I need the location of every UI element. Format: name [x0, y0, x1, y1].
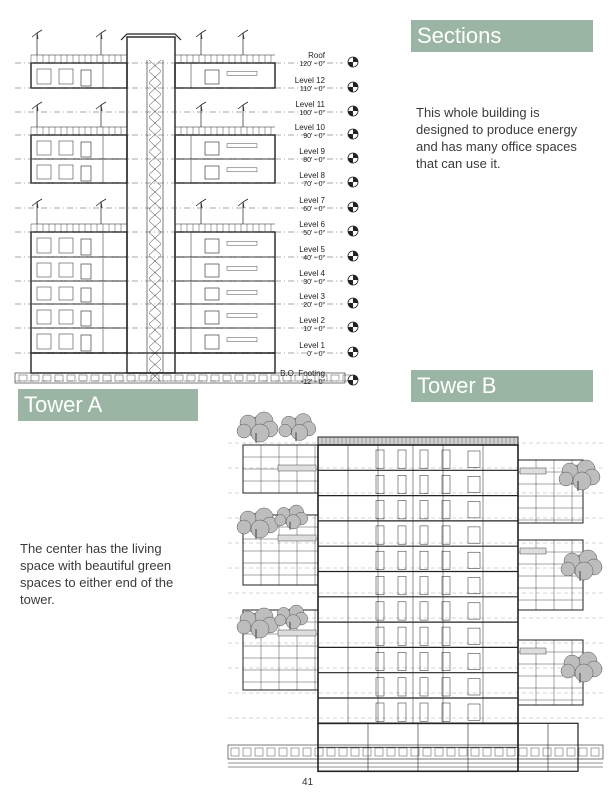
level-marker-icon	[348, 129, 358, 139]
tree-icon	[279, 414, 316, 442]
tower-description: The center has the living space with beautiful green spaces to either end of the tower.	[20, 541, 174, 607]
sections-heading: Sections	[417, 23, 502, 48]
level-elevation: 120' - 0"	[299, 61, 325, 68]
level-name: Roof	[308, 51, 325, 60]
level-elevation: 50' - 0"	[303, 230, 325, 237]
level-marker-icon	[348, 347, 358, 357]
level-name: Level 12	[294, 76, 325, 85]
level-name: Level 3	[299, 292, 325, 301]
level-name: Level 1	[299, 341, 325, 350]
level-marker-icon	[348, 322, 358, 332]
level-name: Level 10	[294, 123, 325, 132]
level-marker-icon	[348, 202, 358, 212]
tower-b-heading: Tower B	[417, 373, 497, 398]
level-name: Level 6	[299, 220, 325, 229]
level-name: Level 7	[299, 196, 325, 205]
level-marker-icon	[348, 251, 358, 261]
tower-b-section-drawing	[228, 405, 603, 775]
tree-icon	[275, 505, 308, 530]
tree-icon	[237, 412, 278, 443]
level-elevation: 110' - 0"	[299, 86, 325, 93]
tower-a-heading: Tower A	[24, 392, 103, 417]
level-elevation: 10' - 0"	[303, 326, 325, 333]
level-marker-icon	[348, 226, 358, 236]
level-elevation: 20' - 0"	[303, 302, 325, 309]
level-name: Level 9	[299, 147, 325, 156]
level-name: Level 2	[299, 316, 325, 325]
level-name: Level 8	[299, 171, 325, 180]
level-elevation: 100' - 0"	[299, 110, 325, 117]
level-marker-icon	[348, 275, 358, 285]
level-name: Level 4	[299, 269, 325, 278]
level-elevation: 30' - 0"	[303, 279, 325, 286]
sections-description: This whole building is designed to produce energy and has many office spaces that can use it.	[416, 105, 578, 171]
level-name: Level 11	[295, 100, 325, 109]
level-marker-icon	[348, 298, 358, 308]
level-elevation: 80' - 0"	[303, 157, 325, 164]
tower-a-section-drawing	[15, 20, 385, 390]
level-elevation: 90' - 0"	[303, 133, 325, 140]
level-marker-icon	[348, 82, 358, 92]
tree-icon	[559, 460, 600, 491]
level-elevation: 0' - 0"	[307, 351, 325, 358]
level-elevation: -12' - 0"	[300, 379, 325, 386]
level-marker-icon	[348, 57, 358, 67]
level-name: B.O. Footing	[280, 369, 325, 378]
level-elevation: 40' - 0"	[303, 255, 325, 262]
tree-icon	[275, 605, 308, 630]
level-name: Level 5	[299, 245, 325, 254]
level-marker-icon	[348, 177, 358, 187]
level-marker-icon	[348, 375, 358, 385]
page-number: 41	[302, 777, 314, 788]
tower-a-banner	[18, 389, 198, 421]
level-marker-icon	[348, 106, 358, 116]
tower-b-banner	[411, 370, 593, 402]
level-elevation: 70' - 0"	[303, 181, 325, 188]
tree-icon	[561, 652, 602, 683]
level-marker-icon	[348, 153, 358, 163]
level-elevation: 60' - 0"	[303, 206, 325, 213]
tree-icon	[561, 550, 602, 581]
sections-banner	[411, 20, 593, 52]
